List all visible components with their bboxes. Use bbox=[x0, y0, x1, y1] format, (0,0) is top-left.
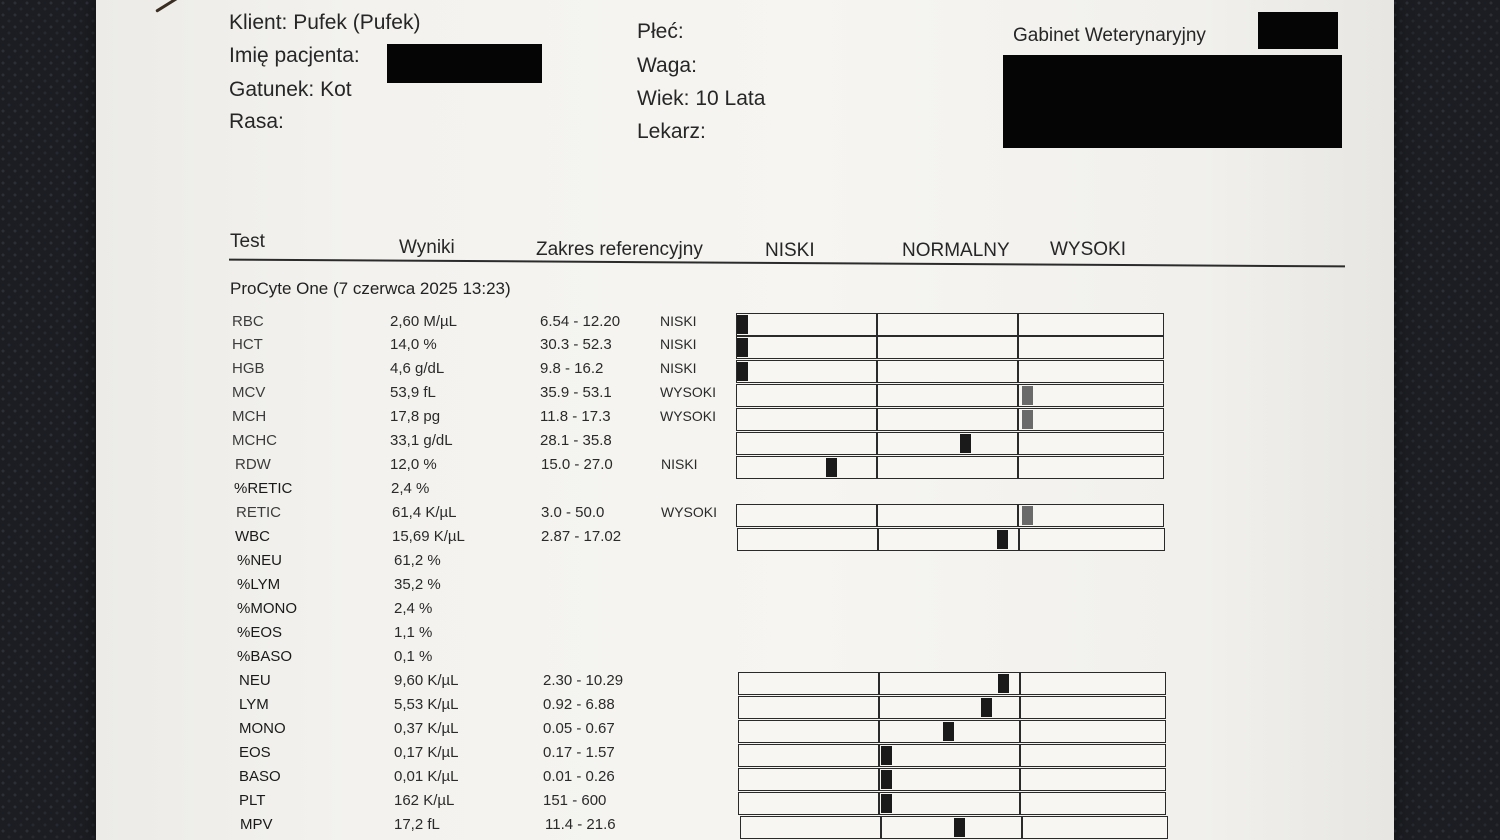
column-test: Test bbox=[230, 231, 265, 252]
result-flag: WYSOKI bbox=[660, 384, 717, 400]
result-flag: WYSOKI bbox=[660, 408, 717, 424]
result-row-hct bbox=[0, 336, 1300, 360]
range-marker bbox=[981, 698, 992, 717]
range-marker bbox=[997, 530, 1008, 549]
result-row-eos bbox=[0, 744, 1300, 768]
reference-range: 0.92 - 6.88 bbox=[543, 696, 615, 713]
age-line bbox=[637, 87, 765, 111]
range-bar bbox=[736, 408, 1164, 431]
result-value: 4,6 g/dL bbox=[390, 360, 445, 377]
redaction-clinic-address bbox=[1003, 55, 1342, 148]
redaction-patient-name bbox=[387, 44, 542, 83]
range-bar bbox=[736, 360, 1164, 383]
result-value: 12,0 % bbox=[390, 456, 437, 473]
patient-line bbox=[229, 44, 360, 68]
client-value: Pufek (Pufek) bbox=[293, 11, 421, 34]
reference-range: 11.8 - 17.3 bbox=[540, 408, 611, 425]
result-value: 35,2 % bbox=[394, 576, 441, 593]
test-name: MCH bbox=[232, 408, 267, 425]
test-name: %LYM bbox=[237, 576, 281, 593]
range-marker bbox=[737, 315, 748, 334]
column-high: WYSOKI bbox=[1050, 239, 1127, 260]
weight-line bbox=[637, 54, 697, 78]
test-name: RETIC bbox=[236, 504, 281, 521]
range-bar bbox=[738, 720, 1166, 743]
breed-label: Rasa: bbox=[229, 110, 284, 133]
range-divider-high bbox=[1017, 433, 1019, 454]
range-bar bbox=[736, 313, 1164, 336]
range-divider-low bbox=[878, 673, 880, 694]
range-divider-low bbox=[876, 385, 878, 406]
result-value: 5,53 K/µL bbox=[394, 696, 459, 713]
range-bar bbox=[738, 792, 1166, 815]
range-divider-high bbox=[1019, 793, 1021, 814]
range-divider-high bbox=[1017, 314, 1019, 335]
range-divider-low bbox=[876, 337, 878, 358]
result-flag: NISKI bbox=[660, 313, 697, 329]
species-line bbox=[229, 78, 352, 102]
test-name: WBC bbox=[235, 528, 270, 545]
breed-line bbox=[229, 110, 284, 134]
range-divider-low bbox=[876, 433, 878, 454]
reference-range: 3.0 - 50.0 bbox=[541, 504, 605, 521]
reference-range: 2.87 - 17.02 bbox=[541, 528, 622, 545]
result-value: 14,0 % bbox=[390, 336, 437, 353]
range-bar bbox=[736, 432, 1164, 455]
result-row-mchc bbox=[0, 432, 1300, 456]
column-results: Wyniki bbox=[399, 237, 455, 258]
range-bar bbox=[736, 384, 1164, 407]
range-divider-high bbox=[1019, 769, 1021, 790]
result-value: 9,60 K/µL bbox=[394, 672, 459, 689]
result-row-rdw bbox=[0, 456, 1300, 480]
result-row-baso bbox=[0, 768, 1300, 792]
doctor-line bbox=[637, 120, 706, 144]
result-flag: NISKI bbox=[661, 456, 698, 472]
test-name: NEU bbox=[239, 672, 271, 689]
result-row-plt bbox=[0, 792, 1300, 816]
doctor-label: Lekarz: bbox=[637, 120, 706, 143]
result-value: 2,4 % bbox=[394, 600, 433, 617]
client-label: Klient: bbox=[229, 11, 288, 34]
test-name: %RETIC bbox=[234, 480, 293, 497]
result-value: 15,69 K/µL bbox=[392, 528, 465, 545]
range-bar bbox=[737, 528, 1165, 551]
range-divider-low bbox=[876, 361, 878, 382]
range-bar bbox=[738, 744, 1166, 767]
range-marker bbox=[881, 746, 892, 765]
reference-range: 9.8 - 16.2 bbox=[540, 360, 604, 377]
result-row-pct-lym bbox=[0, 576, 1300, 600]
species-label: Gatunek: bbox=[229, 78, 315, 101]
client-line bbox=[229, 11, 420, 35]
column-normal: NORMALNY bbox=[902, 240, 1010, 261]
result-row-rbc bbox=[0, 313, 1300, 337]
result-value: 1,1 % bbox=[394, 624, 433, 641]
result-row-mch bbox=[0, 408, 1300, 432]
test-name: %NEU bbox=[237, 552, 283, 569]
range-divider-low bbox=[878, 793, 880, 814]
result-value: 53,9 fL bbox=[390, 384, 436, 401]
range-divider-low bbox=[876, 409, 878, 430]
result-row-mono bbox=[0, 720, 1300, 744]
result-value: 17,8 pg bbox=[390, 408, 441, 425]
result-value: 2,4 % bbox=[391, 480, 430, 497]
test-name: HGB bbox=[232, 360, 265, 377]
range-divider-high bbox=[1017, 385, 1019, 406]
test-name: LYM bbox=[239, 696, 269, 713]
result-value: 0,17 K/µL bbox=[394, 744, 459, 761]
reference-range: 2.30 - 10.29 bbox=[543, 672, 624, 689]
reference-range: 0.05 - 0.67 bbox=[543, 720, 615, 737]
range-bar bbox=[738, 768, 1166, 791]
range-marker bbox=[960, 434, 971, 453]
test-name: HCT bbox=[232, 336, 263, 353]
reference-range: 11.4 - 21.6 bbox=[545, 816, 616, 833]
test-name: RDW bbox=[235, 456, 271, 473]
range-marker bbox=[1022, 410, 1033, 429]
test-name: MCV bbox=[232, 384, 266, 401]
result-row-pct-mono bbox=[0, 600, 1300, 624]
test-name: BASO bbox=[239, 768, 281, 785]
result-row-pct-eos bbox=[0, 624, 1300, 648]
result-row-pct-baso bbox=[0, 648, 1300, 672]
patient-label: Imię pacjenta: bbox=[229, 44, 360, 67]
test-name: MONO bbox=[239, 720, 286, 737]
weight-label: Waga: bbox=[637, 54, 697, 77]
range-divider-high bbox=[1019, 721, 1021, 742]
age-label: Wiek: bbox=[637, 87, 690, 110]
range-divider-low bbox=[877, 529, 879, 550]
result-value: 61,4 K/µL bbox=[392, 504, 457, 521]
range-marker bbox=[954, 818, 965, 837]
result-row-retic bbox=[0, 504, 1300, 528]
range-marker bbox=[737, 338, 748, 357]
range-bar bbox=[738, 672, 1166, 695]
range-marker bbox=[826, 458, 837, 477]
range-bar bbox=[736, 336, 1164, 359]
result-value: 17,2 fL bbox=[394, 816, 440, 833]
test-name: %BASO bbox=[237, 648, 293, 665]
range-divider-high bbox=[1017, 409, 1019, 430]
result-row-pct-retic bbox=[0, 480, 1300, 504]
result-row-lym bbox=[0, 696, 1300, 720]
range-marker bbox=[1022, 506, 1033, 525]
range-divider-high bbox=[1019, 673, 1021, 694]
range-divider-high bbox=[1017, 457, 1019, 478]
result-value: 33,1 g/dL bbox=[390, 432, 453, 449]
range-marker bbox=[1022, 386, 1033, 405]
result-row-wbc bbox=[0, 528, 1300, 552]
range-divider-low bbox=[878, 697, 880, 718]
range-bar bbox=[738, 696, 1166, 719]
test-name: MPV bbox=[240, 816, 273, 833]
column-reference: Zakres referencyjny bbox=[536, 239, 703, 260]
range-marker bbox=[881, 770, 892, 789]
range-divider-high bbox=[1017, 361, 1019, 382]
result-row-neu bbox=[0, 672, 1300, 696]
test-name: MCHC bbox=[232, 432, 277, 449]
range-marker bbox=[881, 794, 892, 813]
result-row-hgb bbox=[0, 360, 1300, 384]
analyzer-section-title: ProCyte One (7 czerwca 2025 13:23) bbox=[230, 279, 511, 298]
result-flag: WYSOKI bbox=[661, 504, 718, 520]
range-divider-low bbox=[876, 314, 878, 335]
result-flag: NISKI bbox=[660, 336, 697, 352]
range-divider-high bbox=[1019, 745, 1021, 766]
range-marker bbox=[943, 722, 954, 741]
range-divider-high bbox=[1019, 697, 1021, 718]
range-divider-high bbox=[1017, 337, 1019, 358]
result-row-mcv bbox=[0, 384, 1300, 408]
reference-range: 28.1 - 35.8 bbox=[540, 432, 612, 449]
clinic-name: Gabinet Weterynaryjny bbox=[1013, 25, 1206, 46]
test-name: EOS bbox=[239, 744, 271, 761]
range-divider-low bbox=[878, 721, 880, 742]
range-divider-high bbox=[1021, 817, 1023, 838]
reference-range: 35.9 - 53.1 bbox=[540, 384, 612, 401]
result-value: 61,2 % bbox=[394, 552, 441, 569]
redaction-clinic-name bbox=[1258, 12, 1338, 49]
test-name: %MONO bbox=[237, 600, 297, 617]
result-value: 0,01 K/µL bbox=[394, 768, 459, 785]
range-marker bbox=[998, 674, 1009, 693]
reference-range: 6.54 - 12.20 bbox=[540, 313, 621, 330]
result-value: 0,1 % bbox=[394, 648, 433, 665]
range-bar bbox=[740, 816, 1168, 839]
range-divider-low bbox=[876, 505, 878, 526]
result-value: 2,60 M/µL bbox=[390, 313, 458, 330]
species-value: Kot bbox=[320, 78, 352, 101]
column-low: NISKI bbox=[765, 240, 815, 261]
range-divider-low bbox=[876, 457, 878, 478]
result-row-pct-neu bbox=[0, 552, 1300, 576]
reference-range: 30.3 - 52.3 bbox=[540, 336, 612, 353]
range-bar bbox=[736, 456, 1164, 479]
range-marker bbox=[737, 362, 748, 381]
reference-range: 0.01 - 0.26 bbox=[543, 768, 615, 785]
range-divider-high bbox=[1017, 505, 1019, 526]
result-value: 0,37 K/µL bbox=[394, 720, 459, 737]
age-value: 10 Lata bbox=[695, 87, 766, 110]
range-divider-high bbox=[1018, 529, 1020, 550]
test-name: RBC bbox=[232, 313, 264, 330]
result-flag: NISKI bbox=[660, 360, 697, 376]
test-name: PLT bbox=[239, 792, 266, 809]
reference-range: 0.17 - 1.57 bbox=[543, 744, 615, 761]
result-value: 162 K/µL bbox=[394, 792, 455, 809]
reference-range: 151 - 600 bbox=[543, 792, 607, 809]
range-divider-low bbox=[878, 769, 880, 790]
test-name: %EOS bbox=[237, 624, 283, 641]
result-row-mpv bbox=[0, 816, 1300, 840]
range-divider-low bbox=[878, 745, 880, 766]
range-divider-low bbox=[880, 817, 882, 838]
sex-line bbox=[637, 20, 684, 44]
sex-label: Płeć: bbox=[637, 20, 684, 43]
reference-range: 15.0 - 27.0 bbox=[541, 456, 613, 473]
range-bar bbox=[736, 504, 1164, 527]
